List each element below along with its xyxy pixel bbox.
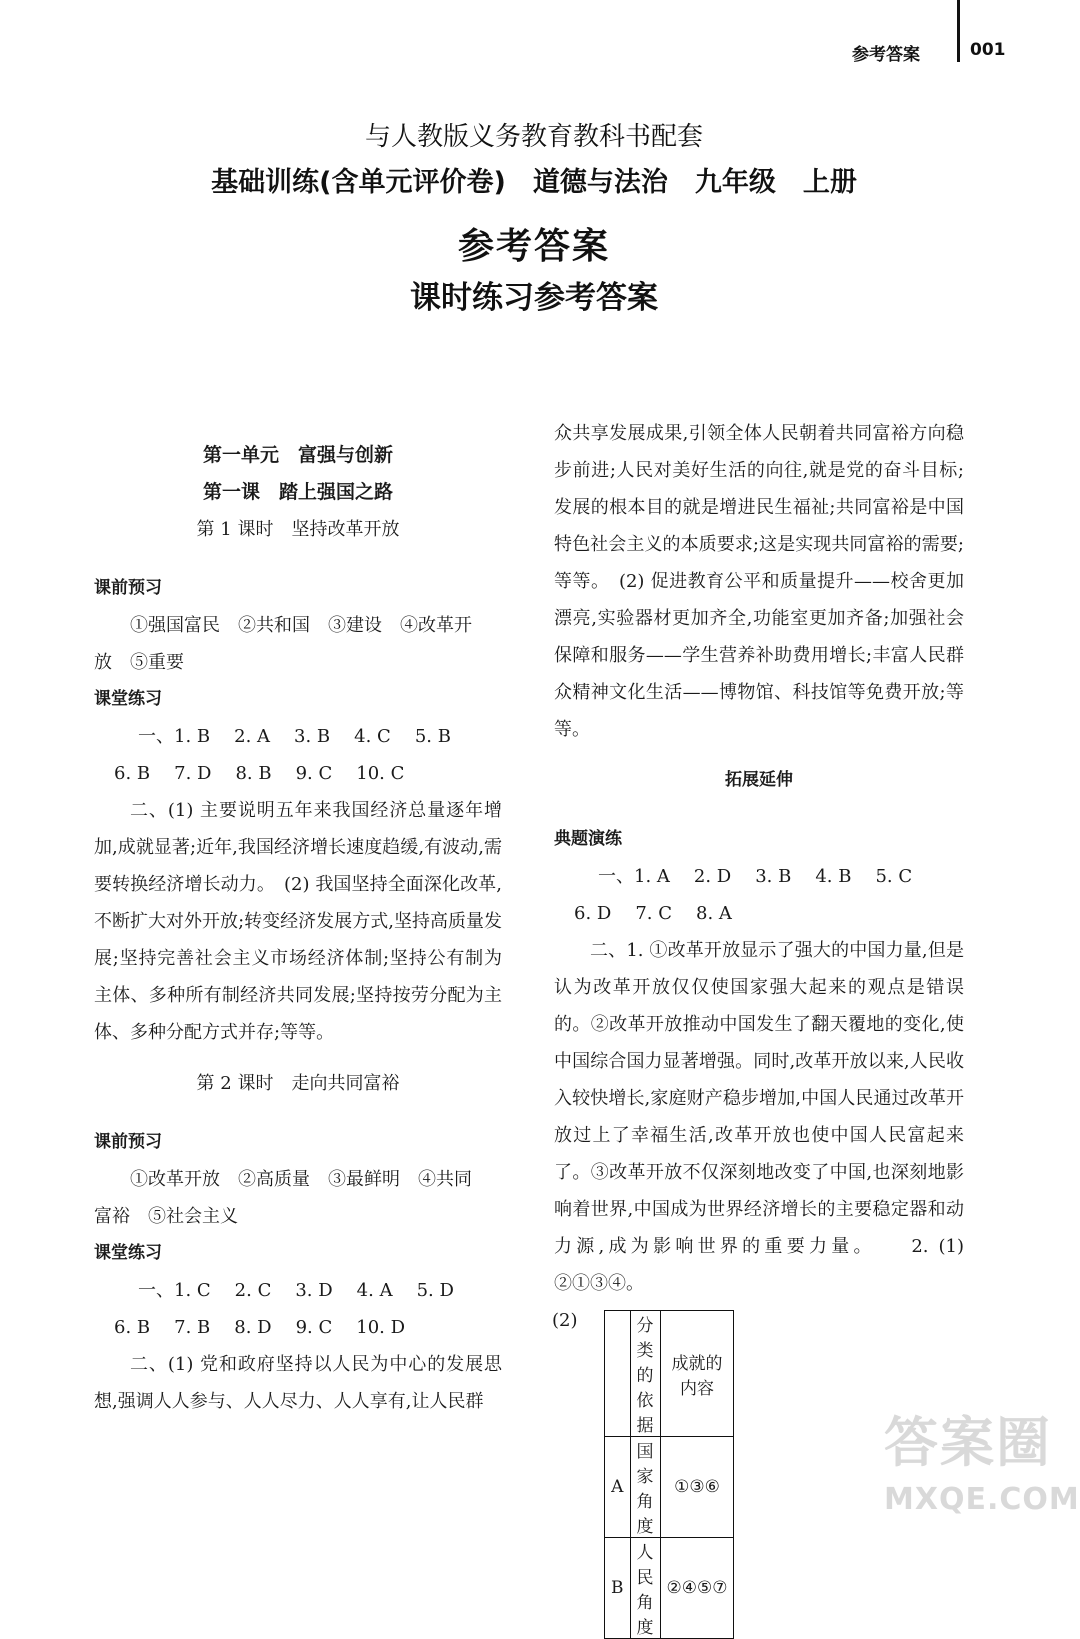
answer-item: 4. A — [356, 1280, 393, 1301]
answer-item: 8. A — [696, 903, 732, 924]
answer-item: 6. B — [114, 763, 151, 784]
watermark-logo-text: 答案圈 — [884, 1411, 1052, 1474]
answer-item: 5. D — [416, 1280, 454, 1301]
answer-item: 3. B — [755, 866, 792, 887]
section-title: 课时练习参考答案 — [410, 280, 658, 316]
table-cell: ①③⑥ — [660, 1437, 734, 1538]
extension-heading: 拓展延伸 — [725, 770, 793, 790]
answer-item: 3. B — [294, 726, 331, 747]
answer-item: 一、1. C — [138, 1280, 211, 1301]
answer-item: 7. D — [174, 763, 212, 784]
table-cell: B — [605, 1538, 631, 1639]
answer-item: 一、1. B — [138, 726, 211, 747]
answer-item: 10. C — [356, 763, 405, 784]
table-cell: ②④⑤⑦ — [660, 1538, 734, 1639]
lesson-heading: 第一课 踏上强国之路 — [202, 481, 393, 503]
short-answer-paragraph: 二、(1) 主要说明五年来我国经济总量逐年增加,成就显著;近年,我国经济增长速度趋缓,有波动,需要转换经济增长动力。 (2) 我国坚持全面深化改革,不断扩大对外开放;转变经济发展方式,坚持高质量发展;坚持完善社会主义市场经济体制;坚持公有制为主体、多种所有制经济共同发展;坚持按劳分配为主体、多种分配方式并存;等等。 — [94, 800, 502, 1043]
book-series-title: 与人教版义务教育教科书配套 — [364, 122, 703, 152]
answer-item: 8. D — [234, 1317, 272, 1338]
right-column — [554, 415, 964, 1302]
answer-item: 6. B — [114, 1317, 151, 1338]
class-practice-label: 课堂练习 — [94, 1243, 162, 1263]
table-row — [605, 1538, 734, 1639]
table-header-row — [605, 1311, 734, 1437]
continued-answer-paragraph: 众共享发展成果,引领全体人民朝着共同富裕方向稳步前进;人民对美好生活的向往,就是党的奋斗目标;发展的根本目的就是增进民生福祉;共同富裕是中国特色社会主义的本质要求;这是实现共同富裕的需要;等等。 (2) 促进教育公平和质量提升——校舍更加漂亮,实验器材更加齐全,功能室更加齐备;加强社会保障和服务——学生营养补助费用增长;丰富人民群众精神文化生活——博物馆、科技馆等免费开放;等等。 — [554, 423, 964, 740]
answer-item: 5. C — [875, 866, 913, 887]
table-header-cell: 分类的依据 — [630, 1311, 660, 1437]
choice-answers-row2 — [94, 1309, 502, 1346]
choice-answers-row1 — [554, 858, 964, 895]
answer-item: 4. C — [354, 726, 391, 747]
answer-item: 2. D — [693, 866, 732, 887]
table-cell: A — [605, 1437, 631, 1538]
class-practice-label: 课堂练习 — [94, 689, 162, 709]
table-header-cell — [605, 1311, 631, 1437]
table-row — [605, 1437, 734, 1538]
left-column — [94, 437, 502, 1420]
table-cell: 人民角度 — [630, 1538, 660, 1639]
preview-answers-line2: 放 ⑤重要 — [94, 652, 184, 673]
page-title: 参考答案 — [457, 226, 610, 267]
header-label: 参考答案 — [852, 45, 920, 65]
short-answer-paragraph: 二、(1) 党和政府坚持以人民为中心的发展思想,强调人人参与、人人尽力、人人享有,让人民群 — [94, 1354, 502, 1412]
answer-item: 4. B — [815, 866, 852, 887]
page-number: 001 — [970, 40, 1006, 60]
choice-answers-row1 — [94, 718, 502, 755]
short-answer-paragraph: 二、1. ①改革开放显示了强大的中国力量,但是认为改革开放仅仅使国家强大起来的观点是错误的。②改革开放推动中国发生了翻天覆地的变化,使中国综合国力显著增强。同时,改革开放以来,人民收入较快增长,家庭财产稳步增加,中国人民通过改革开放过上了幸福生活,改革开放也使中国人民富起来了。③改革开放不仅深刻地改变了中国,也深刻地影响着世界,中国成为世界经济增长的主要稳定器和动力源,成为影响世界的重要力量。 2. (1) ②①③④。 — [554, 940, 964, 1294]
answer-item: 9. C — [295, 763, 333, 784]
preview-answers-line2: 富裕 ⑤社会主义 — [94, 1206, 238, 1227]
answer-item: 7. C — [635, 903, 672, 924]
answer-item: 3. D — [295, 1280, 333, 1301]
choice-answers-row2 — [554, 895, 964, 932]
answer-item: 9. C — [295, 1317, 333, 1338]
preview-answers-line1: ①改革开放 ②高质量 ③最鲜明 ④共同 — [130, 1169, 472, 1190]
book-title: 基础训练(含单元评价卷) 道德与法治 九年级 上册 — [211, 167, 857, 198]
drill-label: 典题演练 — [554, 829, 622, 849]
preview-answers-line1: ①强国富民 ②共和国 ③建设 ④改革开 — [130, 615, 472, 636]
site-watermark — [884, 1400, 1080, 1536]
classification-table — [604, 1310, 734, 1639]
answer-item: 一、1. A — [598, 866, 670, 887]
period-2-heading: 第 2 课时 走向共同富裕 — [196, 1073, 400, 1094]
preview-label: 课前预习 — [94, 578, 162, 598]
unit-heading: 第一单元 富强与创新 — [202, 444, 393, 466]
answer-item: 6. D — [574, 903, 612, 924]
header-divider — [957, 0, 960, 62]
answer-item: 2. A — [234, 726, 271, 747]
watermark-url: MXQE.COM — [884, 1482, 1080, 1517]
preview-label: 课前预习 — [94, 1132, 162, 1152]
answer-item: 8. B — [235, 763, 272, 784]
answer-item: 7. B — [174, 1317, 211, 1338]
choice-answers-row2 — [94, 755, 502, 792]
answer-item: 5. B — [414, 726, 451, 747]
answer-item: 2. C — [234, 1280, 272, 1301]
choice-answers-row1 — [94, 1272, 502, 1309]
table-cell: 国家角度 — [630, 1437, 660, 1538]
answer-item: 10. D — [356, 1317, 406, 1338]
table-header-cell: 成就的内容 — [660, 1311, 734, 1437]
table-question-label: (2) — [552, 1310, 578, 1331]
period-1-heading: 第 1 课时 坚持改革开放 — [196, 519, 400, 540]
